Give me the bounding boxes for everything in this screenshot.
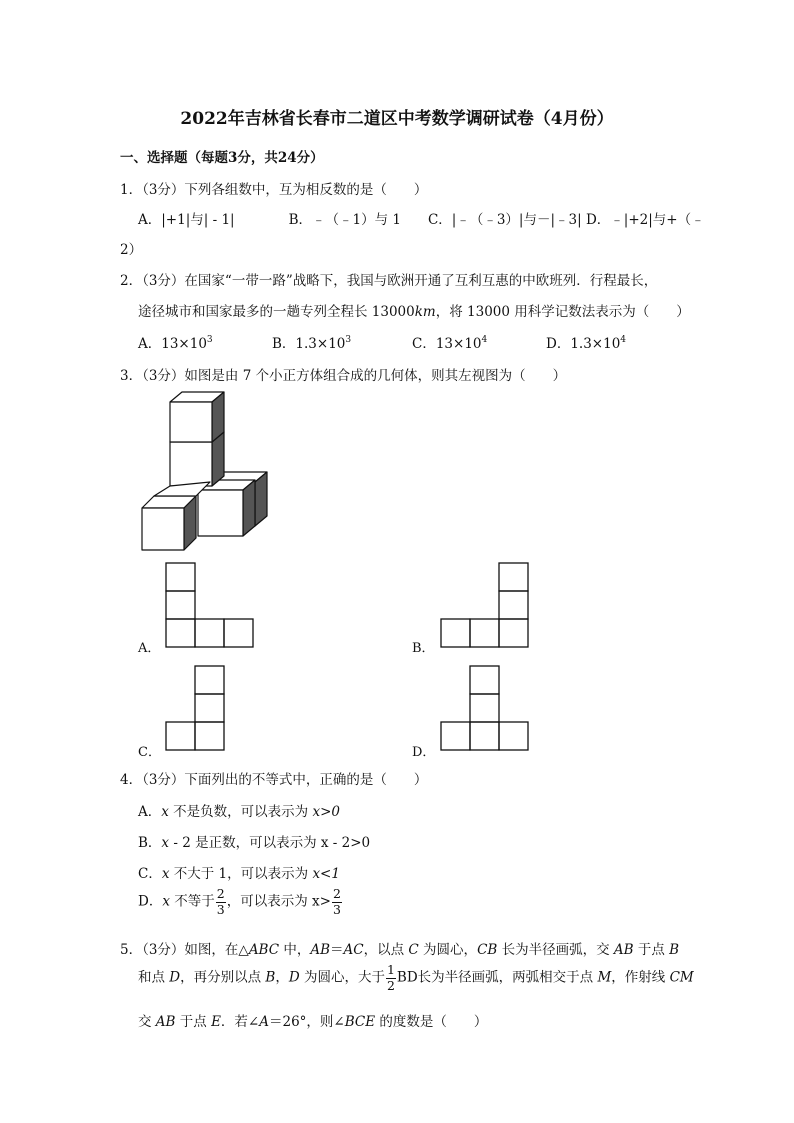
q5-line1: 5．（3分）如图，在△ABC 中，AB＝AC，以点 C 为圆心，CB 长为半径画弧，交 AB 于点 B (120, 942, 680, 958)
q2-stem-text-b: ，将 13000 用科学记数法表示为（ ） (435, 304, 690, 320)
cube-figure (140, 390, 280, 555)
q5-line3: 交 AB 于点 E．若∠A＝26°，则∠BCE 的度数是（ ） (138, 1014, 488, 1030)
q2-option-a: A．$13\times 10^3$ (138, 335, 213, 352)
q4-option-c: C．x 不大于 1，可以表示为 x<1 (138, 866, 340, 882)
q2-stem-line1: 2．（3分）在国家“一带一路”战略下，我国与欧洲开通了互利互惠的中欧班列．行程最长， (120, 273, 658, 289)
q4-stem: 4．（3分）下面列出的不等式中，正确的是（ ） (120, 772, 428, 788)
q2-option-b: B．$1.3\times 10^3$ (272, 335, 352, 352)
q4-option-a: A．x 不是负数，可以表示为 x>0 (138, 804, 340, 820)
q3-option-a-label: A． (138, 641, 161, 656)
q3-option-a-figure (166, 563, 256, 647)
q3-option-c-figure (166, 666, 228, 750)
q4-option-b: B．x - 2 是正数，可以表示为 x - 2>0 (138, 835, 371, 851)
q3-option-d-label: D． (412, 745, 436, 760)
q3-option-c-label: C． (138, 745, 161, 760)
q3-option-d-figure (441, 666, 531, 750)
q3-stem: 3．（3分）如图是由 7 个小正方体组合成的几何体，则其左视图为（ ） (120, 368, 567, 384)
q4-d-fraction-2: $\frac{2}{3}$ (332, 886, 341, 917)
q5-line2: 和点 D，再分别以点 B，D 为圆心，大于 $\frac{1}{2}$ BD长为半径画弧，两弧相交于点 M，作射线 CM (138, 962, 694, 993)
q2-unit: km (414, 304, 436, 320)
q3-option-b-label: B． (412, 641, 435, 656)
page-title: 2022年吉林省长春市二道区中考数学调研试卷（4月份） (180, 109, 614, 129)
q1-stem: 1．（3分）下列各组数中，互为相反数的是（ ） (120, 182, 428, 198)
q2-option-d: D．$1.3\times 10^4$ (546, 335, 627, 352)
q1-options-wrap: 2） (120, 242, 143, 258)
q2-option-c: C．$13\times 10^4$ (412, 335, 488, 352)
q3-option-b-figure (441, 563, 531, 647)
q2-stem-text-a: 途径城市和国家最多的一趟专列全程长 13000 (138, 304, 415, 320)
q4-d-fraction: $\frac{2}{3}$ (216, 886, 225, 917)
q4-option-d: D．x 不等于 $\frac{2}{3}$ ，可以表示为 x> $\frac{2}{3}$ (138, 886, 341, 917)
q2-stem-line2 (138, 300, 690, 320)
q5-fraction: $\frac{1}{2}$ (386, 962, 395, 993)
section-heading: 一、选择题（每题3分，共24分） (120, 150, 324, 166)
q1-options: A．|+1|与| - 1| B．﹣（﹣1）与 1 C．|﹣（﹣3）|与－|﹣3| D．﹣|+2|与+（﹣ (138, 212, 705, 228)
